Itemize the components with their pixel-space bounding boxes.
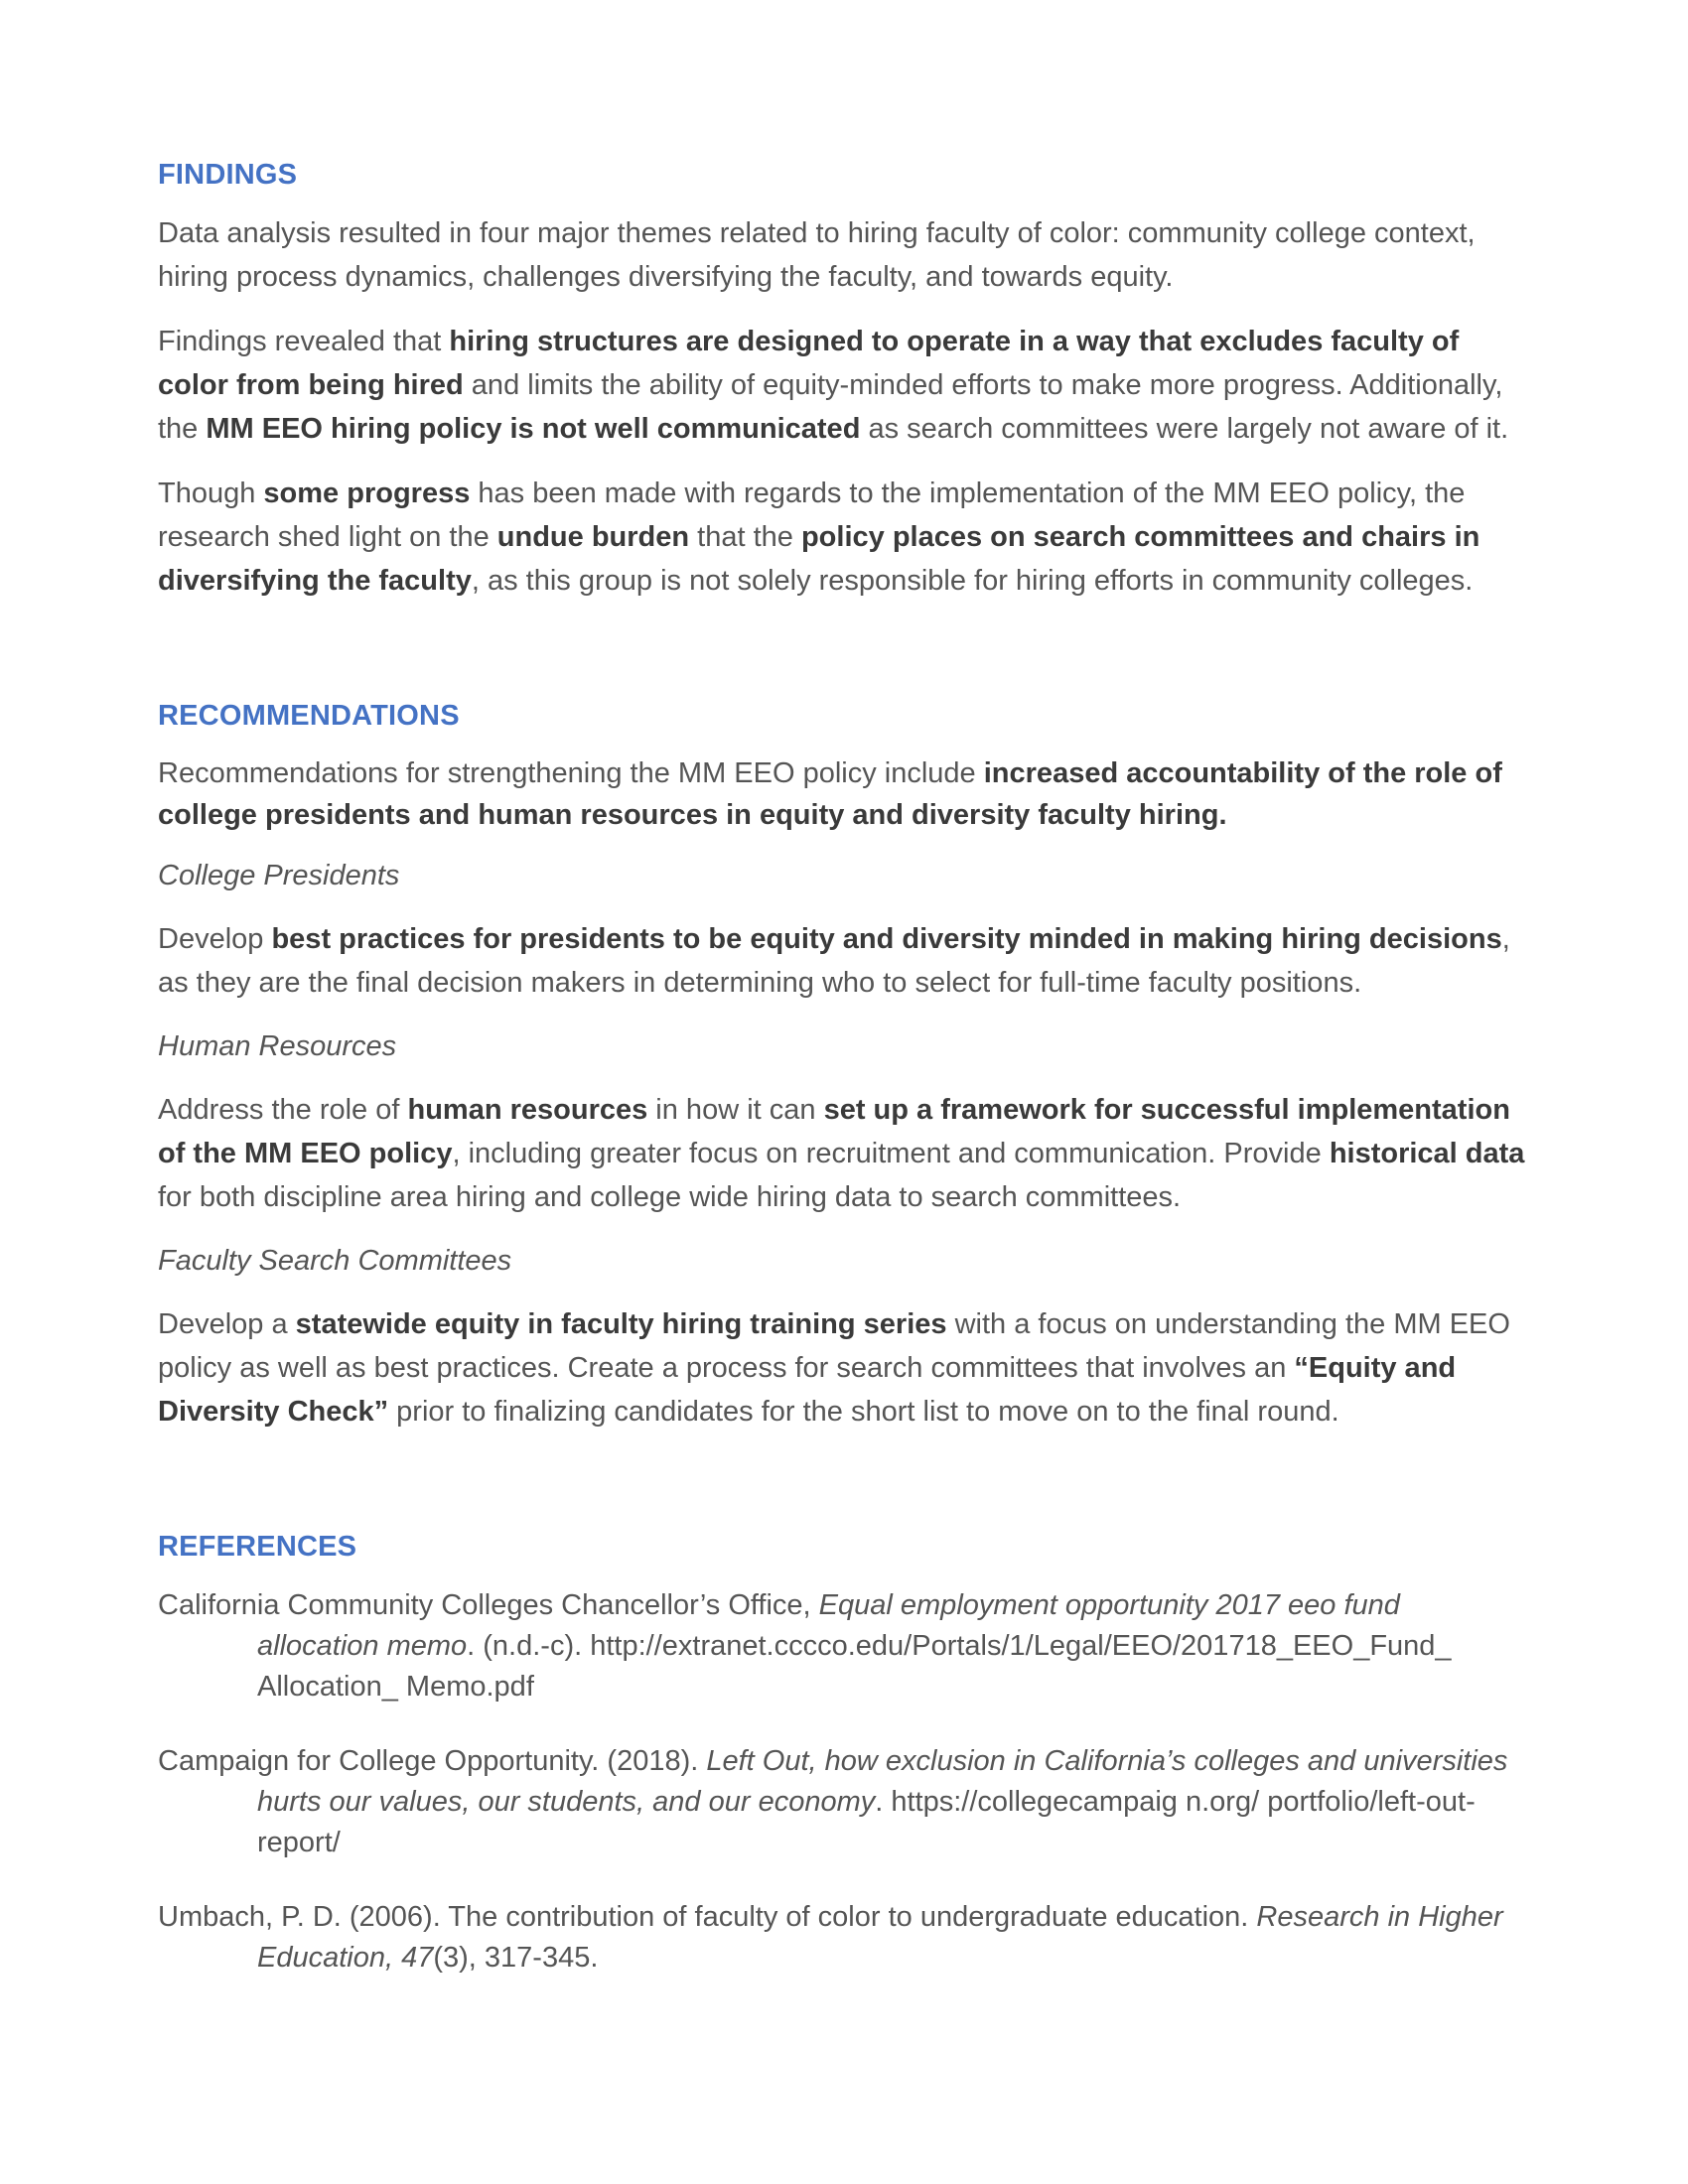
faculty-search-committees-subheading: Faculty Search Committees [158, 1245, 512, 1277]
recommendations-heading: RECOMMENDATIONS [158, 700, 460, 732]
faculty-search-committees-paragraph: Develop a statewide equity in faculty hiring training series with a focus on understanding the MM EEO policy as well as best practices. Create a process for search committees that involves an “Equity and Diversity Check” prior to finalizing candidates for the short list to move on to the final round. [158, 1308, 1510, 1428]
references-heading: REFERENCES [158, 1531, 357, 1563]
college-presidents-subheading: College Presidents [158, 860, 400, 891]
references-section [158, 1531, 1528, 1979]
page-content [158, 159, 1528, 1979]
human-resources-subheading: Human Resources [158, 1030, 397, 1062]
reference-item: Umbach, P. D. (2006). The contribution of faculty of color to undergraduate education. Research in Higher Education, 47(3), 317-345. [158, 1901, 1503, 1974]
reference-item: California Community Colleges Chancellor’s Office, Equal employment opportunity 2017 eeo fund allocation memo. (n.d.-c). http://extranet.cccco.edu/Portals/1/Legal/EEO/201718_EEO_Fund_ Allocation_ Memo.pdf [158, 1589, 1452, 1703]
findings-paragraph-1: Data analysis resulted in four major themes related to hiring faculty of color: community college context, hiring process dynamics, challenges diversifying the faculty, and towards equity. [158, 217, 1476, 293]
human-resources-paragraph: Address the role of human resources in how it can set up a framework for successful implementation of the MM EEO policy, including greater focus on recruitment and communication. Provide historical data for both discipline area hiring and college wide hiring data to search committees. [158, 1094, 1525, 1213]
reference-item: Campaign for College Opportunity. (2018). Left Out, how exclusion in California’s colleges and universities hurts our values, our students, and our economy. https://collegecampaig n.org/ portfolio/left-out-report/ [158, 1745, 1508, 1858]
findings-section [158, 159, 1528, 603]
college-presidents-paragraph: Develop best practices for presidents to be equity and diversity minded in making hiring decisions, as they are the final decision makers in determining who to select for full-time faculty positions. [158, 923, 1510, 999]
recommendations-section [158, 700, 1528, 1433]
findings-paragraph-3: Though some progress has been made with regards to the implementation of the MM EEO policy, the research shed light on the undue burden that the policy places on search committees and chairs in diversifying the faculty, as this group is not solely responsible for hiring efforts in community colleges. [158, 478, 1480, 597]
findings-heading: FINDINGS [158, 159, 298, 191]
findings-paragraph-2: Findings revealed that hiring structures are designed to operate in a way that excludes faculty of color from being hired and limits the ability of equity-minded efforts to make more progress. Additionally, the MM EEO hiring policy is not well communicated as search committees were largely not aware of it. [158, 326, 1509, 445]
recommendations-intro: Recommendations for strengthening the MM EEO policy include increased accountability of the role of college presidents and human resources in equity and diversity faculty hiring. [158, 757, 1502, 831]
